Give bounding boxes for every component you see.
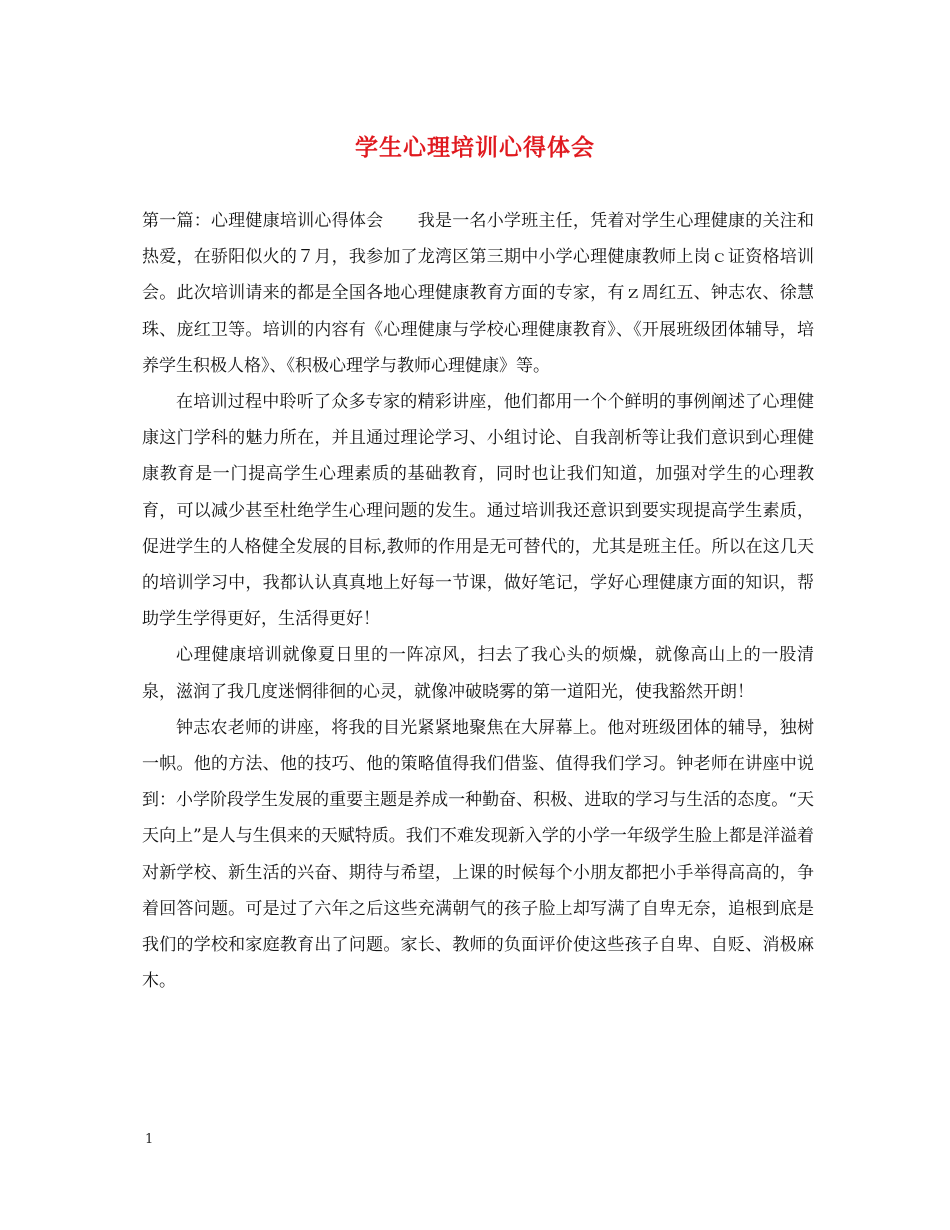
paragraph-2: 在培训过程中聆听了众多专家的精彩讲座，他们都用一个个鲜明的事例阐述了心理健康这门学科的魅力所在，并且通过理论学习、小组讨论、自我剖析等让我们意识到心理健康教育是一门提高学生心理素质的基础教育，同时也让我们知道，加强对学生的心理教育，可以减少甚至杜绝学生心理问题的发生。通过培训我还意识到要实现提高学生素质，促进学生的人格健全发展的目标,教师的作用是无可替代的，尤其是班主任。所以在这几天的培训学习中，我都认认真真地上好每一节课，做好笔记，学好心理健康方面的知识，帮助学生学得更好，生活得更好！ [142, 392, 814, 630]
document-title: 学生心理培训心得体会 [355, 134, 595, 161]
paragraph-4: 钟志农老师的讲座，将我的目光紧紧地聚焦在大屏幕上。他对班级团体的辅导，独树一帜。他的方法、他的技巧、他的策略值得我们借鉴、值得我们学习。钟老师在讲座中说到：小学阶段学生发展的重要主题是养成一种勤奋、积极、进取的学习与生活的态度。“天天向上”是人与生俱来的天赋特质。我们不难发现新入学的小学一年级学生脸上都是洋溢着对新学校、新生活的兴奋、期待与希望，上课的时候每个小朋友都把小手举得高高的，争着回答问题。可是过了六年之后这些充满朝气的孩子脸上却写满了自卑无奈，追根到底是我们的学校和家庭教育出了问题。家长、教师的负面评价使这些孩子自卑、自贬、消极麻木。 [142, 717, 814, 992]
page-number: 1 [145, 1132, 154, 1147]
paragraph-3: 心理健康培训就像夏日里的一阵凉风，扫去了我心头的烦燥，就像高山上的一股清泉，滋润了我几度迷惘徘徊的心灵，就像冲破晓雾的第一道阳光，使我豁然开朗！ [142, 645, 814, 702]
paragraph-1: 第一篇：心理健康培训心得体会 我是一名小学班主任，凭着对学生心理健康的关注和热爱，在骄阳似火的７月，我参加了龙湾区第三期中小学心理健康教师上岗ｃ证资格培训会。此次培训请来的都是全国各地心理健康教育方面的专家，有ｚ周红五、钟志农、徐慧珠、庞红卫等。培训的内容有《心理健康与学校心理健康教育》、《开展班级团体辅导，培养学生积极人格》、《积极心理学与教师心理健康》等。 [142, 211, 814, 376]
document-body [142, 203, 814, 999]
